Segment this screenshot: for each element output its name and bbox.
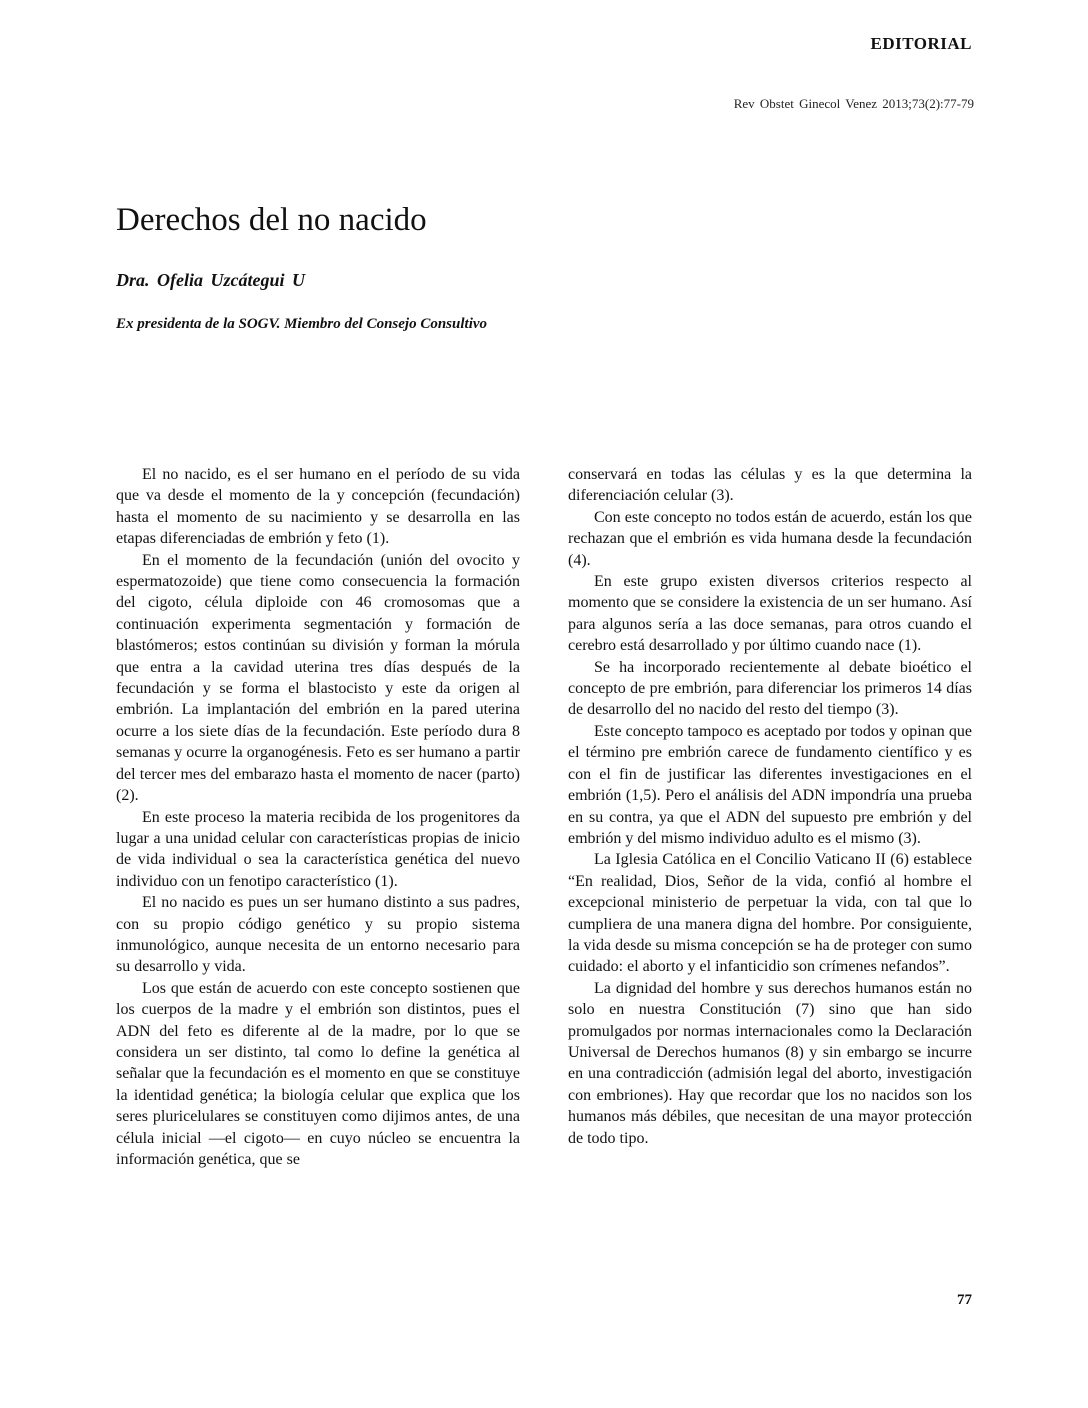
paragraph: Este concepto tampoco es aceptado por todos y opinan que el término pre embrión carece de fundamento científico y es con el fin de justificar las diferentes investigaciones en el embrión (1,5). Pero el análisis del ADN impondría una prueba en su contra, ya que el ADN del supuesto pre embrión y del embrión y del mismo individuo adulto es el mismo (3). <box>568 722 972 847</box>
paragraph: Con este concepto no todos están de acuerdo, están los que rechazan que el embrión es vida humana desde la fecundación (4). <box>568 508 972 569</box>
page-number: 77 <box>957 1292 972 1308</box>
paragraph: En el momento de la fecundación (unión del ovocito y espermatozoide) que tiene como consecuencia la formación del cigoto, célula diploide con 46 cromosomas que a continuación experimenta segmentación y formación de blastómeros; estos continúan su división y forman la mórula que entra a la cavidad uterina tres días después de la fecundación y se forma el blastocisto y este da origen al embrión. La implantación del embrión en la pared uterina ocurre a los siete días de la fecundación. Este período dura 8 semanas y ocurre la organogénesis. Feto es ser humano a partir del tercer mes del embarazo hasta el momento de nacer (parto) (2). <box>116 551 520 805</box>
right-column <box>568 464 972 1149</box>
author-affiliation: Ex presidenta de la SOGV. Miembro del Consejo Consultivo <box>116 316 488 332</box>
paragraph: En este grupo existen diversos criterios respecto al momento que se considere la existencia de un ser humano. Así para algunos sería a las doce semanas, para otros cuando el cerebro está desarrollado y por último cuando nace (1). <box>568 573 972 655</box>
paragraph: La dignidad del hombre y sus derechos humanos están no solo en nuestra Constitución (7) sino que han sido promulgados por normas internacionales como la Declaración Universal de Derechos humanos (8) y sin embargo se incurre en una contradicción (admisión legal del aborto, investigación con embriones). Hay que recordar que los no nacidos son los humanos más débiles, que necesitan de una mayor protección de todo tipo. <box>568 979 972 1147</box>
author-name: Dra. Ofelia Uzcátegui U <box>116 270 305 290</box>
journal-citation: Rev Obstet Ginecol Venez 2013;73(2):77-79 <box>733 96 974 111</box>
paragraph: En este proceso la materia recibida de los progenitores da lugar a una unidad celular con características propias de inicio de vida individual o sea la característica genética del nuevo individuo con un fenotipo característico (1). <box>116 808 520 890</box>
section-label: EDITORIAL <box>870 34 972 53</box>
article-title: Derechos del no nacido <box>116 202 427 238</box>
paragraph: La Iglesia Católica en el Concilio Vaticano II (6) establece “En realidad, Dios, Señor de la vida, confió al hombre el excepcional ministerio de perpetuar la vida, con tal que lo cumpliera de una manera digna del hombre. Por consiguiente, la vida desde su misma concepción se ha de proteger con sumo cuidado: el aborto y el infanticidio son crímenes nefandos”. <box>568 851 972 976</box>
left-column <box>116 464 520 1170</box>
paragraph-continuation: conservará en todas las células y es la que determina la diferenciación celular (3). <box>568 466 972 505</box>
paragraph: El no nacido es pues un ser humano distinto a sus padres, con su propio código genético y su propio sistema inmunológico, aunque necesita de un entorno necesario para su desarrollo y vida. <box>116 894 520 976</box>
paragraph: El no nacido, es el ser humano en el período de su vida que va desde el momento de la y concepción (fecundación) hasta el momento de su nacimiento y se desarrolla en las etapas diferenciadas de embrión y feto (1). <box>116 466 520 548</box>
paragraph: Se ha incorporado recientemente al debate bioético el concepto de pre embrión, para diferenciar los primeros 14 días de desarrollo del no nacido del resto del tiempo (3). <box>568 658 972 719</box>
paragraph: Los que están de acuerdo con este concepto sostienen que los cuerpos de la madre y el embrión son distintos, pues el ADN del feto es diferente al de la madre, por lo que se considera un ser distinto, tal como lo define la genética al señalar que la fecundación es el momento en que se constituye la identidad genética; la biología celular que explica que los seres pluricelulares se constituyen como dijimos antes, de una célula inicial —el cigoto— en cuyo núcleo se encuentra la información genética, que se <box>116 979 520 1168</box>
